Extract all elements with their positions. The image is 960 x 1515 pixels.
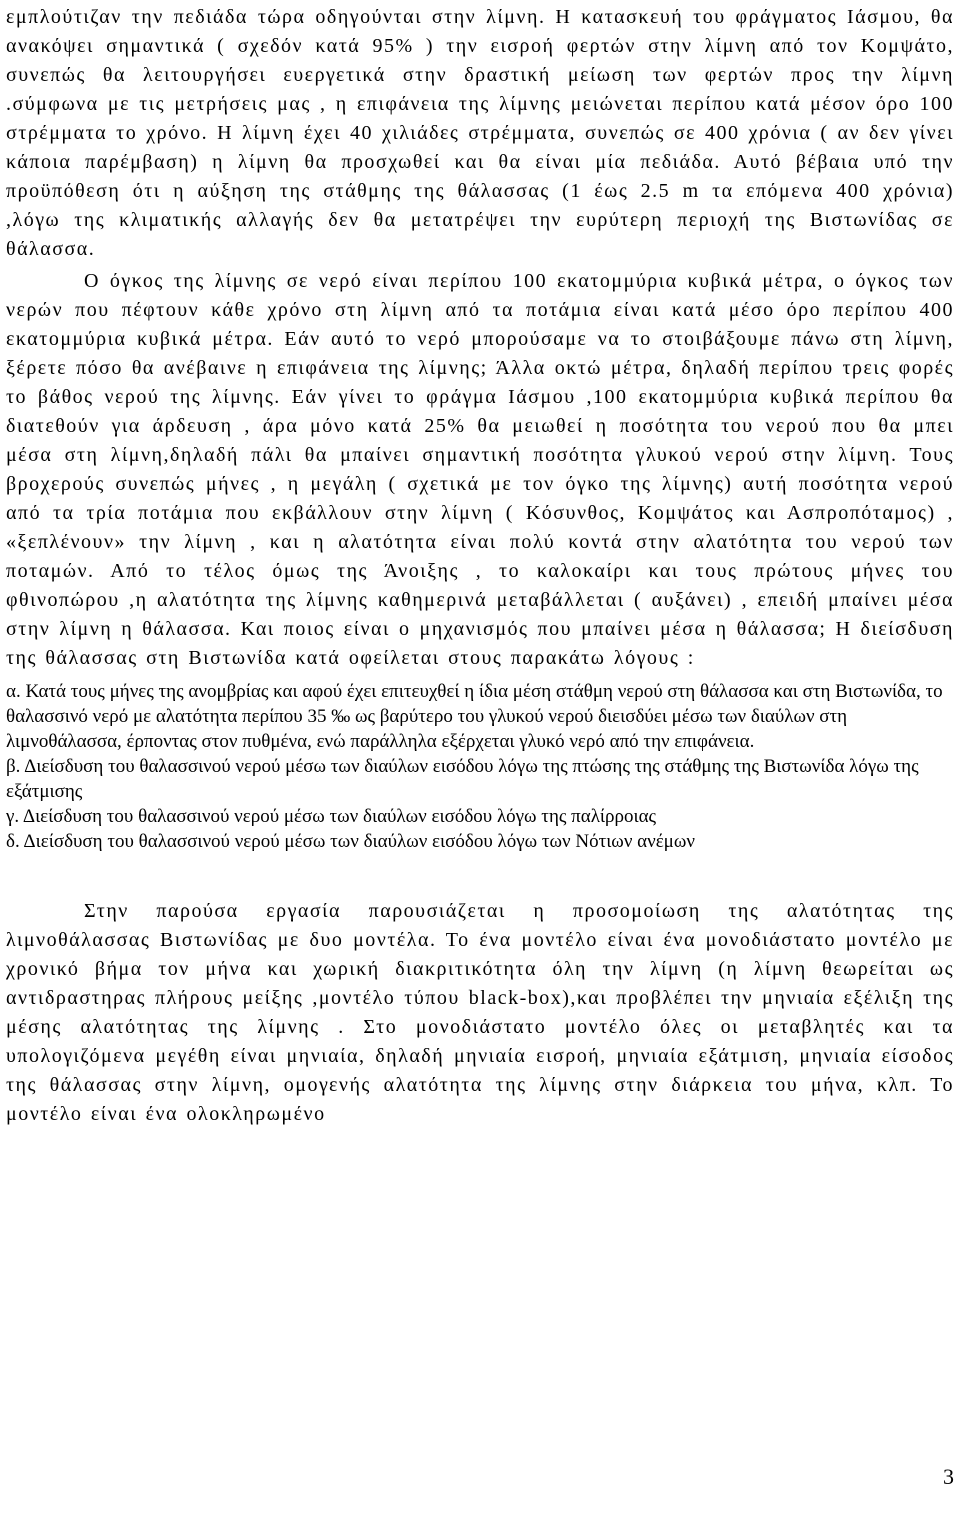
page-number: 3 — [943, 1464, 954, 1489]
list-item-d: δ. Διείσδυση του θαλασσινού νερού μέσω των διαύλων εισόδου λόγω των Νότιων ανέμων — [6, 831, 695, 852]
document-page — [6, 0, 954, 1129]
paragraph-lake-volume-salinity: Ο όγκος της λίμνης σε νερό είναι περίπου 100 εκατομμύρια κυβικά μέτρα, ο όγκος των νερών που πέφτουν κάθε χρόνο στη λίμνη από τα ποτάμια είναι κατά μέσο όρο περίπου 400 εκατομμύρια κυβικά μέτρα. Εάν αυτό το νερό μπορούσαμε να το στοιβάξουμε πάνω στη λίμνη, ξέρετε πόσο θα ανέβαινε η επιφάνεια της λίμνης; Άλλα οκτώ μέτρα, δηλαδή περίπου τρεις φορές το βάθος νερού της λίμνης. Εάν γίνει το φράγμα Ιάσμου ,100 εκατομμύρια κυβικά περίπου θα διατεθούν για άρδευση , άρα μόνο κατά 25% θα μειωθεί η ποσότητα του νερού που θα μπει μέσα στη λίμνη,δηλαδή πάλι θα μπαίνει σημαντική ποσότητα γλυκού νερού στην λίμνη. Τους βροχερούς συνεπώς μήνες , η μεγάλη ( σχετικά με τον όγκο της λίμνης) αυτή ποσότητα νερού από τα τρία ποτάμια που εκβάλλουν στην λίμνη ( Κόσυνθος, Κομψάτος και Ασπροπόταμος) , «ξεπλένουν» την λίμνη , και η αλατότητα είναι πολύ κοντά στην αλατότητα του νερού των ποταμών. Από το τέλος όμως της Άνοιξης , το καλοκαίρι και τους πρώτους μήνες του φθινοπώρου ,η αλατότητα της λίμνης καθημερινά μεταβάλλεται ( αυξάνει) , επειδή μπαίνει μέσα στην λίμνη η θάλασσα. Και ποιος είναι ο μηχανισμός που μπαίνει μέσα η θάλασσα; Η διείσδυση της θάλασσας στη Βιστωνίδα κατά οφείλεται στους παρακάτω λόγους : — [6, 270, 954, 669]
list-item-c: γ. Διείσδυση του θαλασσινού νερού μέσω των διαύλων εισόδου λόγω της παλίρροιας — [6, 806, 657, 827]
section-gap — [6, 854, 954, 894]
list-item-b: β. Διείσδυση του θαλασσινού νερού μέσω των διαύλων εισόδου λόγω της πτώσης της στάθμης της Βιστωνίδα λόγω της εξάτμισης — [6, 756, 919, 802]
paragraph-model-description: Στην παρούσα εργασία παρουσιάζεται η προσομοίωση της αλατότητας της λιμνοθάλασσας Βιστωνίδας με δυο μοντέλα. Το ένα μοντέλο είναι ένα μονοδιάστατο μοντέλο με χρονικό βήμα τον μήνα και χωρική διακριτικότητα όλη την λίμνη (η λίμνη θεωρείται ως αντιδραστηρας πλήρους μείξης ,μοντέλο τύπου black-box),και προβλέπει την μηνιαία εξέλιξη της μέσης αλατότητας της λίμνης . Στο μονοδιάστατο μοντέλο όλες οι μεταβλητές και τα υπολογιζόμενα μεγέθη είναι μηνιαία, δηλαδή μηνιαία εισροή, μηνιαία εξάτμιση, μηνιαία είσοδος της θάλασσας στην λίμνη, ομογενής αλατότητα της λίμνης στην διάρκεια του μήνα, κλπ. Το μοντέλο είναι ένα ολοκληρωμένο — [6, 900, 954, 1125]
list-item-a: α. Κατά τους μήνες της ανομβρίας και αφού έχει επιτευχθεί η ίδια μέση στάθμη νερού στη θάλασσα και στη Βιστωνίδα, το θαλασσινό νερό με αλατότητα περίπου 35 ‰ ως βαρύτερο του γλυκού νερού διεισδύει μέσω των διαύλων στη λιμνοθάλασσα, έρποντας στον πυθμένα, ενώ παράλληλα εξέρχεται γλυκό νερό από την επιφάνεια. — [6, 681, 943, 752]
paragraph-sediment-dam: εμπλούτιζαν την πεδιάδα τώρα οδηγούνται στην λίμνη. Η κατασκευή του φράγματος Ιάσμου, θα ανακόψει σημαντικά ( σχεδόν κατά 95% ) την εισροή φερτών στην λίμνη από τον Κομψάτο, συνεπώς θα λειτουργήσει ευεργετικά στην δραστική μείωση των φερτών προς την λίμνη .σύμφωνα με τις μετρήσεις μας , η επιφάνεια της λίμνης μειώνεται περίπου κατά μέσον όρο 100 στρέμματα το χρόνο. Η λίμνη έχει 40 χιλιάδες στρέμματα, συνεπώς σε 400 χρόνια ( αν δεν γίνει κάποια παρέμβαση) η λίμνη θα προσχωθεί και θα είναι μία πεδιάδα. Αυτό βέβαια υπό την προϋπόθεση ότι η αύξηση της στάθμης της θάλασσας (1 έως 2.5 m τα επόμενα 400 χρόνια) ,λόγω της κλιματικής αλλαγής δεν θα μετατρέψει την ευρύτερη περιοχή της Βιστωνίδας σε θάλασσα. — [6, 6, 954, 260]
seawater-intrusion-list — [6, 679, 954, 854]
